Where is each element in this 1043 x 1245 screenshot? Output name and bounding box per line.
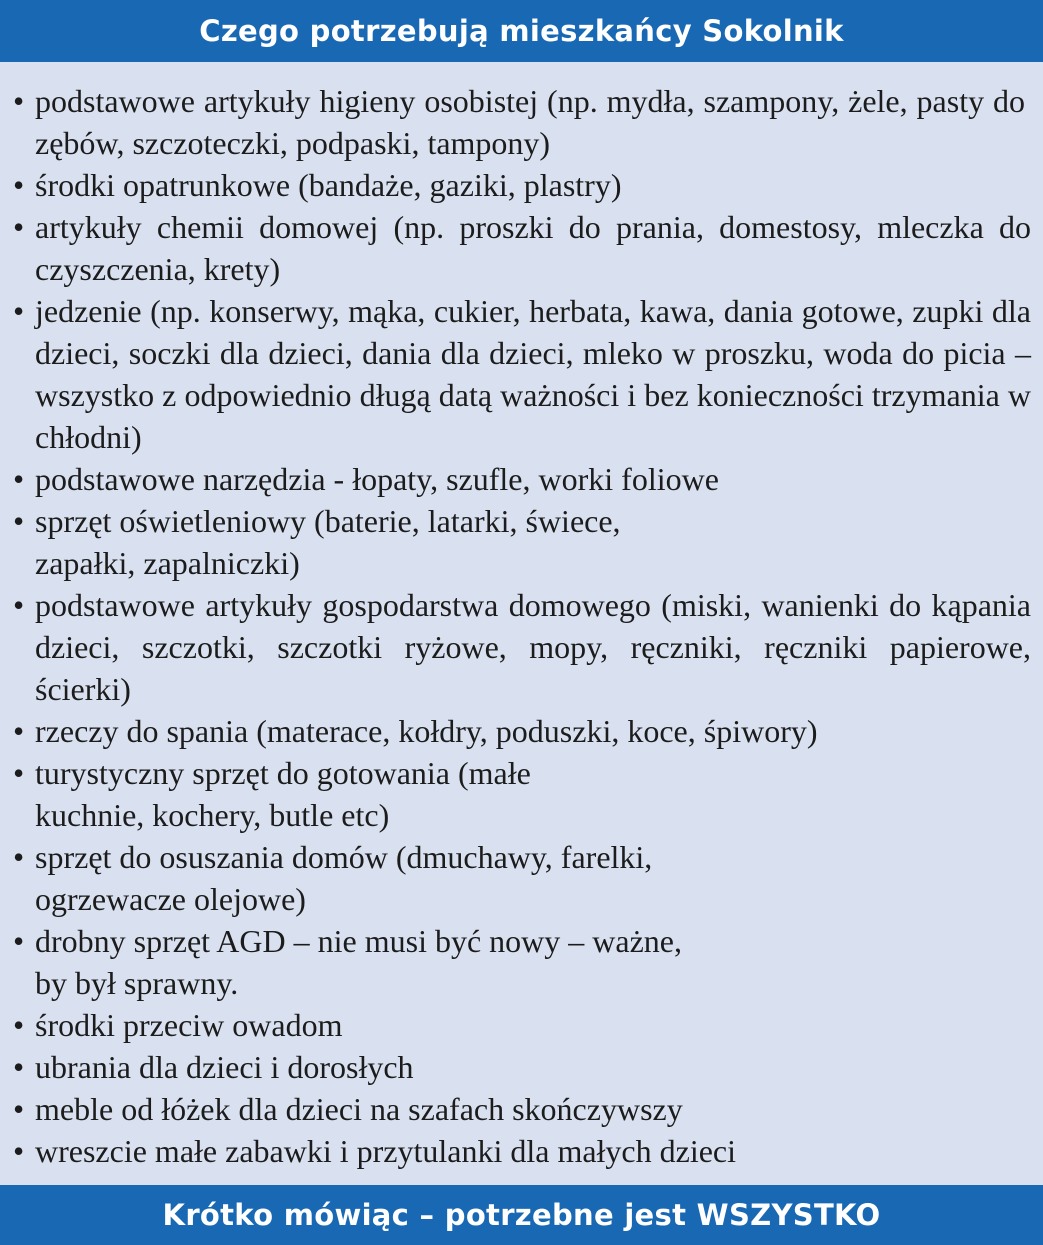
bullet-icon: • (13, 1091, 25, 1127)
bullet-icon: • (13, 503, 25, 539)
list-item (0, 206, 1043, 290)
header-banner (0, 0, 1043, 62)
list-item-text: podstawowe artykuły higieny osobistej (np. mydła, szampony, żele, pasty do zębów, szczoteczki, podpaski, tampony) (35, 83, 1025, 161)
list-item-text: środki przeciw owadom (35, 1007, 343, 1043)
list-item-text: wreszcie małe zabawki i przytulanki dla małych dzieci (35, 1133, 737, 1169)
list-item-text: środki opatrunkowe (bandaże, gaziki, plastry) (35, 167, 622, 203)
list-item-text: sprzęt oświetleniowy (baterie, latarki, świece, zapałki, zapalniczki) (35, 503, 621, 581)
list-item (0, 1004, 1043, 1046)
bullet-icon: • (13, 923, 25, 959)
list-item-text: drobny sprzęt AGD – nie musi być nowy – ważne, by był sprawny. (35, 923, 682, 1001)
list-item-text: turystyczny sprzęt do gotowania (małe kuchnie, kochery, butle etc) (35, 755, 531, 833)
bullet-icon: • (13, 1133, 25, 1169)
list-item-text: ubrania dla dzieci i dorosłych (35, 1049, 414, 1085)
list-item (0, 752, 1043, 836)
bullet-icon: • (13, 1007, 25, 1043)
list-item-text: rzeczy do spania (materace, kołdry, poduszki, koce, śpiwory) (35, 713, 818, 749)
list-item (0, 164, 1043, 206)
list-item (0, 584, 1043, 710)
list-item-text: sprzęt do osuszania domów (dmuchawy, farelki, ogrzewacze olejowe) (35, 839, 653, 917)
bullet-icon: • (13, 83, 25, 119)
list-item-text: podstawowe artykuły gospodarstwa domowego (miski, wanienki do kąpania dzieci, szczotki, szczotki ryżowe, mopy, ręczniki, ręczniki papierowe, ścierki) (35, 587, 1031, 707)
list-item (0, 290, 1043, 458)
footer-text: Krótko mówiąc – potrzebne jest WSZYSTKO (162, 1198, 881, 1232)
bullet-icon: • (13, 755, 25, 791)
bullet-icon: • (13, 1049, 25, 1085)
bullet-icon: • (13, 587, 25, 623)
bullet-icon: • (13, 293, 25, 329)
list-item (0, 1046, 1043, 1088)
bullet-icon: • (13, 461, 25, 497)
list-item (0, 1130, 1043, 1172)
needs-list (0, 80, 1043, 1172)
bullet-icon: • (13, 839, 25, 875)
list-item (0, 458, 1043, 500)
list-item-text: artykuły chemii domowej (np. proszki do prania, domestosy, mleczka do czyszczenia, krety) (35, 209, 1031, 287)
list-item (0, 920, 1043, 1004)
bullet-icon: • (13, 167, 25, 203)
list-item (0, 500, 1043, 584)
list-item (0, 836, 1043, 920)
list-item (0, 710, 1043, 752)
page-title: Czego potrzebują mieszkańcy Sokolnik (199, 14, 844, 48)
list-item-text: meble od łóżek dla dzieci na szafach skończywszy (35, 1091, 683, 1127)
bullet-icon: • (13, 209, 25, 245)
list-item-text: podstawowe narzędzia - łopaty, szufle, worki foliowe (35, 461, 719, 497)
footer-banner (0, 1185, 1043, 1245)
list-item (0, 1088, 1043, 1130)
list-item (0, 80, 1043, 164)
list-item-text: jedzenie (np. konserwy, mąka, cukier, herbata, kawa, dania gotowe, zupki dla dzieci, soczki dla dzieci, dania dla dzieci, mleko w proszku, woda do picia – wszystko z odpowiednio długą datą ważności i bez konieczności trzymania w chłodni) (35, 293, 1031, 455)
bullet-icon: • (13, 713, 25, 749)
